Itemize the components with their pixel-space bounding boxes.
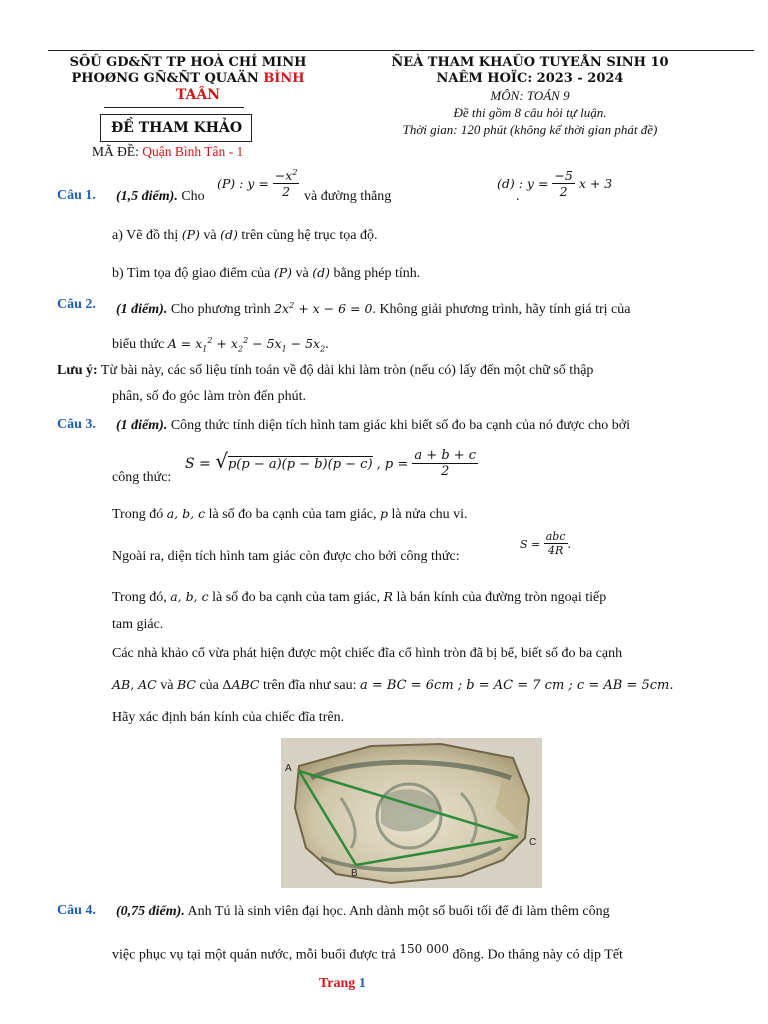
- q3-line10: AB, AC và BC của ΔABC trên đĩa như sau: a = BC = 6cm ; b = AC = 7 cm ; c = AB = 5cm.: [112, 677, 674, 693]
- q4-points: (0,75 điểm).: [116, 904, 185, 919]
- q1a-text2: và: [203, 228, 217, 243]
- q4-text2: việc phục vụ tại một quán nước, mỗi buổi được trả: [112, 947, 396, 963]
- q1-text-duong-thang: và đường thẳng: [304, 189, 392, 204]
- header-left-line2: [48, 71, 328, 87]
- q1-label: Câu 1.: [57, 188, 96, 203]
- q1b-text3: bằng phép tính.: [333, 266, 421, 281]
- header-top-rule: [48, 50, 754, 51]
- q1-part-a: a) Vẽ đồ thị (P) và (d) trên cùng hệ trục tọa độ.: [112, 227, 378, 243]
- q2-label: Câu 2.: [57, 297, 96, 312]
- q3-abc-formula: S = $\frac{\text{abc}}{4R}$ .: [520, 530, 572, 557]
- q3-text6a: Trong đó,: [112, 590, 167, 605]
- q3-text3: là số đo ba cạnh của tam giác,: [208, 507, 377, 522]
- footer-trang: Trang: [319, 976, 359, 991]
- q3-text1: Công thức tính diện tích hình tam giác khi biết số đo ba cạnh của nó được cho bởi: [170, 418, 631, 433]
- note-line2: phân, số đo góc làm tròn đến phút.: [112, 389, 307, 404]
- header-right-line2: NAÊM HOÏC: 2023 - 2024: [436, 71, 624, 86]
- q1-points: (1,5 điểm).: [116, 189, 178, 204]
- q1b-text1: b) Tìm tọa độ giao điểm của: [112, 266, 271, 281]
- q3-heron-formula: S = √p(p − a)(p − b)(p − c) , p = $\frac{a + b + c}{2}$: [185, 448, 477, 479]
- q4-label: Câu 4.: [57, 903, 96, 918]
- q4-line1: [116, 903, 610, 921]
- header-right-line3: MÔN: TOÁN 9: [490, 88, 570, 103]
- q3-points: (1 điểm).: [116, 418, 168, 433]
- q3-text5: Ngoài ra, diện tích hình tam giác còn được cho bởi công thức:: [112, 549, 460, 564]
- header-left-line3: TAÂN: [175, 87, 221, 103]
- header-left-underline: [104, 107, 244, 108]
- header-right-line5: Thời gian: 120 phút (không kể thời gian phát đề): [402, 122, 658, 137]
- exam-code-label: MÃ ĐỀ:: [92, 144, 143, 159]
- q1-intro: [116, 188, 205, 206]
- q4-money: 150 000: [399, 942, 449, 956]
- de-tham-khao-label: ĐỀ THAM KHẢO: [110, 120, 243, 136]
- q3-line6: Trong đó, a, b, c là số đo ba cạnh của tam giác, R là bán kính của đường tròn ngoại tiếp: [112, 589, 607, 605]
- q3-text3a: Trong đó: [112, 507, 164, 522]
- q4-line2: [112, 940, 623, 965]
- broken-plate-photo: [281, 738, 542, 888]
- broken-plate-illustration: [281, 738, 542, 888]
- header-left-line2-red: BÌNH: [263, 71, 305, 86]
- q1-part-b: b) Tìm tọa độ giao điểm của (P) và (d) bằng phép tính.: [112, 265, 421, 281]
- q3-text10b: của: [199, 678, 219, 693]
- header-right-line4: Đề thi gồm 8 câu hỏi tự luận.: [453, 105, 607, 120]
- exam-code-value: Quận Bình Tân - 1: [142, 144, 244, 159]
- q3-label: Câu 3.: [57, 417, 96, 432]
- q2-line1: (1 điểm). Cho phương trình $2x^2 + x - 6 = 0$. Không giải phương trình, hãy tính giá trị của: [116, 301, 631, 318]
- q3-line1: [116, 417, 630, 435]
- q2-points: (1 điểm).: [116, 302, 168, 318]
- q1-parabola-formula: (P) : y = $\frac{-x^2}{2}$: [217, 168, 298, 200]
- q2-text1: Cho phương trình: [170, 302, 271, 318]
- note-label: Lưu ý:: [57, 363, 98, 378]
- q3-text10c: trên đĩa như sau:: [262, 678, 357, 693]
- q2-text2: . Không giải phương trình, hãy tính giá trị của: [372, 302, 631, 318]
- q3-text9: Các nhà khảo cổ vừa phát hiện được một chiếc đĩa cổ hình tròn đã bị bể, biết số đo ba cạnh: [112, 646, 623, 661]
- q4-text1: Anh Tú là sinh viên đại học. Anh dành một số buổi tối để đi làm thêm công: [184, 904, 610, 919]
- q1a-text3: trên cùng hệ trục tọa độ.: [241, 228, 378, 243]
- photo-label-c: C: [529, 837, 537, 848]
- q2-line2: biểu thức $A = x_1^2 + x_2^2 - 5x_1 - 5x_2$.: [112, 336, 329, 354]
- q1-dot: .: [516, 189, 520, 204]
- q3-text6: là số đo ba cạnh của tam giác,: [212, 590, 381, 605]
- header-left-line1: SÔÛ GD&ÑT TP HOÀ CHÍ MINH: [69, 55, 307, 70]
- footer-page-number: 1: [358, 976, 366, 991]
- q3-text7: là bán kính của đường tròn ngoại tiếp: [396, 590, 607, 605]
- q3-text11: Hãy xác định bán kính của chiếc đĩa trên.: [112, 710, 345, 725]
- q1-line-formula: (d) : y = $\frac{-5}{2}$ x + 3: [497, 168, 613, 199]
- q3-line3: Trong đó a, b, c là số đo ba cạnh của tam giác, p là nửa chu vi.: [112, 506, 468, 522]
- q3-text4: là nửa chu vi.: [391, 507, 468, 522]
- q1b-text2: và: [295, 266, 309, 281]
- note-text1: Từ bài này, các số liệu tính toán về độ dài khi làm tròn (nếu có) lấy đến một chữ số thập: [97, 363, 594, 378]
- q4-text3: đồng. Do tháng này có dịp Tết: [452, 947, 623, 963]
- header-right-line1: ÑEÀ THAM KHAÛO TUYEÅN SINH 10: [391, 55, 669, 70]
- note-line1: [57, 362, 593, 380]
- page-footer: [319, 975, 366, 993]
- q3-text2: công thức:: [112, 470, 172, 485]
- q3-text8: tam giác.: [112, 617, 164, 632]
- header-left-line2-text: PHOØNG GÑ&ÑT QUAÄN: [71, 71, 264, 86]
- photo-label-b: B: [351, 868, 358, 879]
- q1a-text1: a) Vẽ đồ thị: [112, 228, 179, 243]
- q2-text3: biểu thức: [112, 337, 165, 353]
- q3-text10a: và: [160, 678, 174, 693]
- photo-label-a: A: [285, 763, 292, 774]
- exam-code: [92, 143, 243, 161]
- q1-text-cho: Cho: [181, 189, 205, 204]
